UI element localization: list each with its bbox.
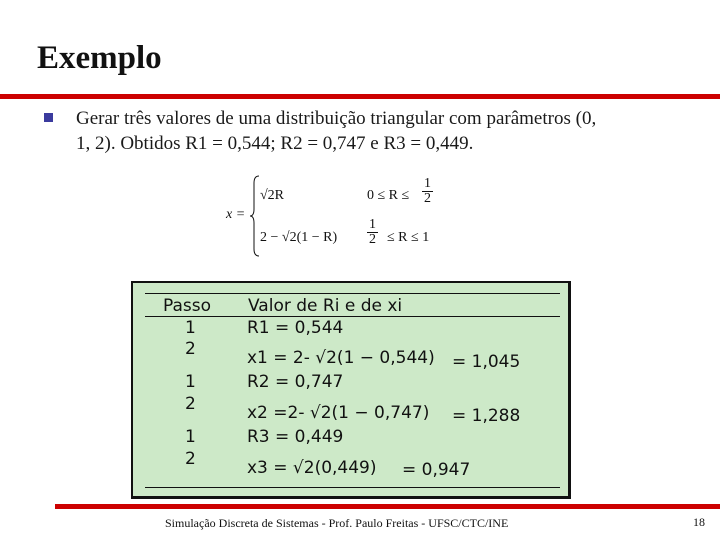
table-header-line xyxy=(145,316,560,317)
formula-case1-fraction xyxy=(422,177,433,206)
bottom-divider xyxy=(55,504,720,509)
fraction-numerator: 1 xyxy=(369,217,376,232)
table-row-step: 2 xyxy=(185,339,196,359)
table-row-value: x2 =2- √2(1 − 0,747) xyxy=(247,403,430,423)
table-row-step: 2 xyxy=(185,394,196,414)
formula-case2-expr: 2 − √2(1 − R) xyxy=(260,230,338,245)
table-row-value: R3 = 0,449 xyxy=(247,427,344,447)
formula-lhs: x = xyxy=(226,207,246,222)
page-number: 18 xyxy=(693,515,705,529)
table-row-result: = 1,045 xyxy=(452,352,521,372)
fraction-numerator: 1 xyxy=(424,176,431,191)
footer-text: Simulação Discreta de Sistemas - Prof. Paulo Freitas - UFSC/CTC/INE xyxy=(165,516,509,530)
formula-case2-fraction xyxy=(367,218,378,247)
bullet-icon xyxy=(44,113,53,122)
fraction-denominator: 2 xyxy=(424,191,431,206)
table-row-value: x3 = √2(0,449) xyxy=(247,458,377,478)
table-row-value: x1 = 2- √2(1 − 0,544) xyxy=(247,348,435,368)
bullet-text xyxy=(76,106,696,156)
slide-title: Exemplo xyxy=(37,40,162,76)
fraction-denominator: 2 xyxy=(369,232,376,247)
table-row-value: R1 = 0,544 xyxy=(247,318,344,338)
bullet-line-2: 1, 2). Obtidos R1 = 0,544; R2 = 0,747 e R3 = 0,449. xyxy=(76,133,474,154)
table-row-value: R2 = 0,747 xyxy=(247,372,344,392)
table-row-step: 1 xyxy=(185,427,196,447)
brace-icon xyxy=(250,175,260,257)
top-divider xyxy=(0,94,720,99)
table-header-step: Passo xyxy=(163,296,212,316)
table-header-value: Valor de Ri e de xi xyxy=(248,296,403,316)
formula-case1-cond: 0 ≤ R ≤ xyxy=(367,188,410,203)
formula-case1-expr: √2R xyxy=(260,188,285,203)
table-top-line xyxy=(145,293,560,294)
formula-case2-cond: ≤ R ≤ 1 xyxy=(387,230,430,245)
table-row-step: 1 xyxy=(185,372,196,392)
table-row-result: = 0,947 xyxy=(402,460,471,480)
table-bottom-line xyxy=(145,487,560,488)
bullet-line-1: Gerar três valores de uma distribuição triangular com parâmetros (0, xyxy=(76,108,597,129)
table-row-result: = 1,288 xyxy=(452,406,521,426)
table-row-step: 1 xyxy=(185,318,196,338)
table-row-step: 2 xyxy=(185,449,196,469)
